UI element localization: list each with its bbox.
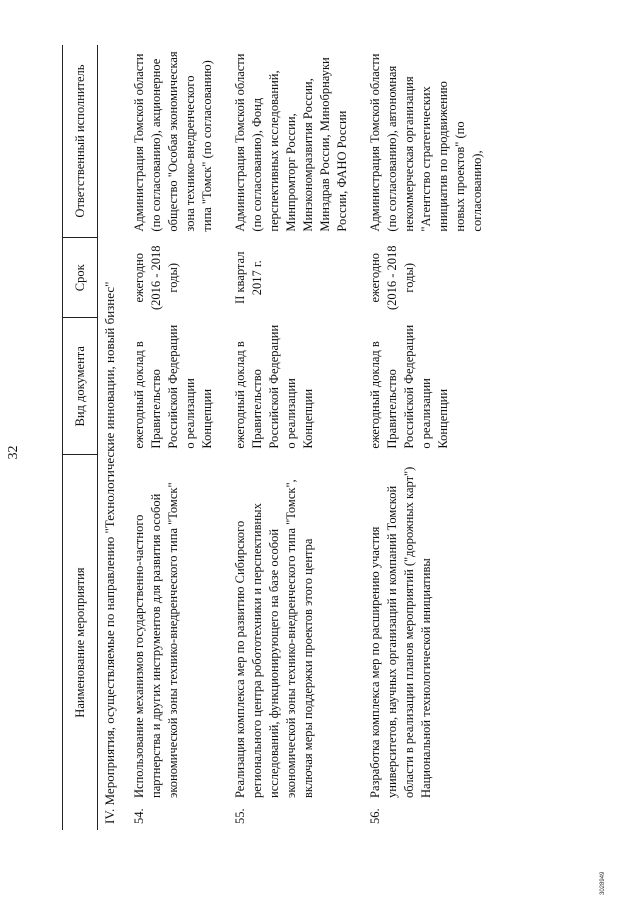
document-stamp: 3028949 bbox=[600, 871, 606, 895]
row-doc-type: ежегодный доклад в Правительство Российской Федерации о реализации Концепции bbox=[132, 324, 214, 449]
table-header-row bbox=[63, 45, 98, 830]
row-name-cell bbox=[357, 455, 492, 830]
row-number: 56. bbox=[368, 808, 382, 824]
row-name: Разработка комплекса мер по расширению участия университетов, научных организаций и компаний Томской области в реализации планов мероприятий ("дорожных карт") Национальной технологической инициативы bbox=[368, 466, 433, 798]
row-name-cell bbox=[222, 455, 357, 830]
row-doc-type: ежегодный доклад в Правительство Российской Федерации о реализации Концепции bbox=[368, 324, 450, 449]
table-row bbox=[121, 45, 222, 830]
header-term: Срок bbox=[63, 238, 98, 318]
row-name-cell bbox=[121, 455, 222, 830]
row-executor: Администрация Томской области (по согласованию), акционерное общество "Особая экономическая зона технико-внедренческого типа "Томск" (по согласованию) bbox=[132, 51, 214, 232]
row-name: Использование механизмов государственно-частного партнерства и других инструментов для развития особой экономической зоны технико-внедренческого типа "Томск" bbox=[132, 482, 180, 798]
row-doc-type: ежегодный доклад в Правительство Российской Федерации о реализации Концепции bbox=[233, 324, 315, 449]
header-doc-type: Вид документа bbox=[63, 318, 98, 455]
measures-table bbox=[62, 45, 492, 830]
header-name: Наименование мероприятия bbox=[63, 455, 98, 830]
row-executor: Администрация Томской области (по согласованию), Фонд перспективных исследований, Минпромторг России, Минэкономразвития России, Минздрав России, Минобрнауки России, ФАНО России bbox=[233, 53, 349, 232]
row-number: 55. bbox=[233, 808, 247, 824]
row-term: II квартал 2017 г. bbox=[233, 251, 264, 304]
header-executor: Ответственный исполнитель bbox=[63, 45, 98, 238]
section-row bbox=[98, 45, 122, 830]
row-term: ежегодно (2016 - 2018 годы) bbox=[368, 245, 416, 311]
table-row bbox=[357, 45, 492, 830]
page-number: 32 bbox=[6, 445, 21, 460]
table-row bbox=[222, 45, 357, 830]
row-number: 54. bbox=[132, 808, 146, 824]
row-executor: Администрация Томской области (по согласованию), автономная некоммерческая организация "Агентство стратегических инициатив по продвижению новых проектов" (по согласованию), bbox=[368, 53, 484, 232]
row-name: Реализация комплекса мер по развитию Сибирского регионального центра робототехники и перспективных исследований, функционирующего на базе особой экономической зоны технико-внедренческого типа "Томск", включая меры поддержки проектов этого центра bbox=[233, 479, 315, 798]
row-term: ежегодно (2016 - 2018 годы) bbox=[132, 245, 180, 311]
section-title: IV. Мероприятия, осуществляемые по направлению "Технологические инновации, новый бизнес" bbox=[102, 281, 117, 824]
